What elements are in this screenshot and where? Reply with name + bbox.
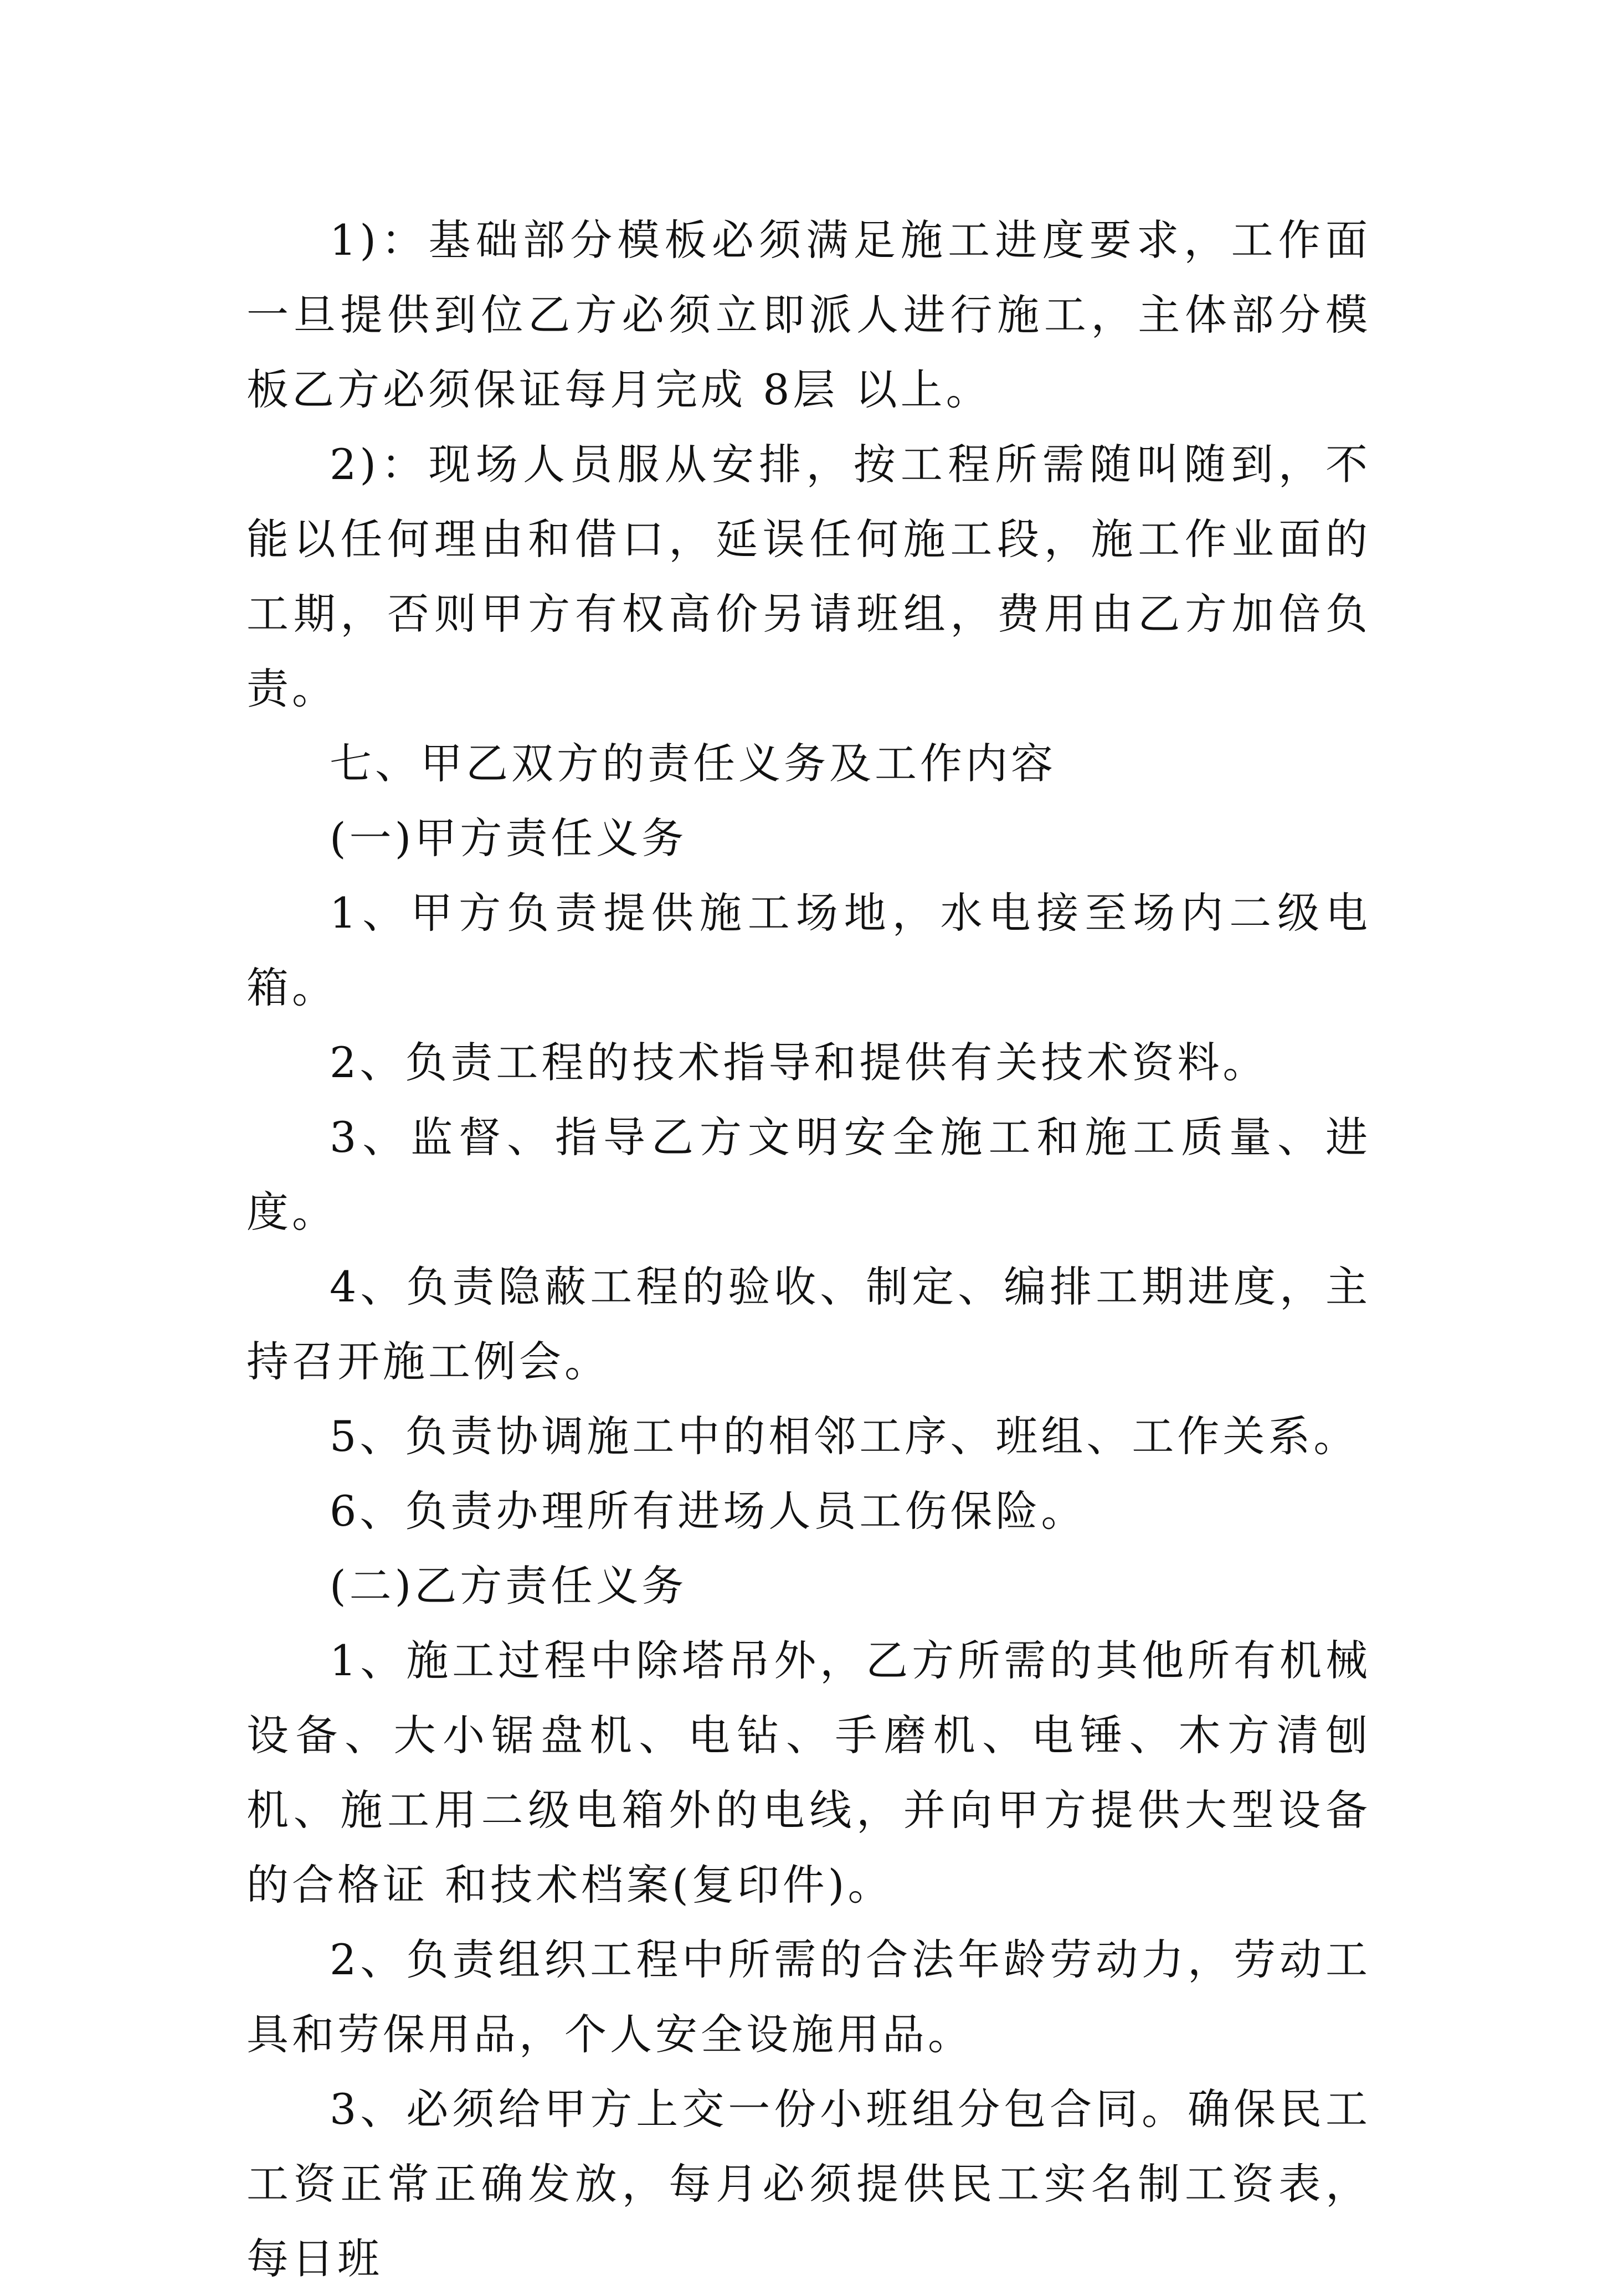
document-body bbox=[246, 203, 1371, 2296]
party-b-item-3: 3、必须给甲方上交一份小班组分包合同。确保民工工资正常正确发放，每月必须提供民工实名制工资表，每日班 bbox=[246, 2084, 1371, 2283]
subsection-heading-party-a: (一)甲方责任义务 bbox=[330, 814, 687, 863]
party-a-item-4: 4、负责隐蔽工程的验收、制定、编排工期进度，主持召开施工例会。 bbox=[246, 1262, 1371, 1386]
party-b-item-2: 2、负责组织工程中所需的合法年龄劳动力，劳动工具和劳保用品，个人安全设施用品。 bbox=[246, 1935, 1371, 2059]
party-a-item-2: 2、负责工程的技术指导和提供有关技术资料。 bbox=[330, 1038, 1268, 1087]
paragraph-formwork-progress: 1)：基础部分模板必须满足施工进度要求，工作面一旦提供到位乙方必须立即派人进行施工，主体部分模板乙方必须保证每月完成 8层 以上。 bbox=[246, 215, 1371, 414]
party-a-item-5: 5、负责协调施工中的相邻工序、班组、工作关系。 bbox=[330, 1412, 1359, 1461]
subsection-heading-party-b: (二)乙方责任义务 bbox=[330, 1561, 687, 1610]
paragraph-site-personnel: 2)：现场人员服从安排，按工程所需随叫随到，不能以任何理由和借口，延误任何施工段，施工作业面的工期，否则甲方有权高价另请班组，费用由乙方加倍负责。 bbox=[246, 440, 1371, 713]
party-b-item-1: 1、施工过程中除塔吊外，乙方所需的其他所有机械设备、大小锯盘机、电钻、手磨机、电锤、木方清刨机、施工用二级电箱外的电线，并向甲方提供大型设备的合格证 和技术档案(复印件)。 bbox=[246, 1636, 1371, 1909]
party-a-item-6: 6、负责办理所有进场人员工伤保险。 bbox=[330, 1486, 1087, 1536]
party-a-item-3: 3、监督、指导乙方文明安全施工和施工质量、进度。 bbox=[246, 1113, 1371, 1237]
section-heading-responsibilities: 七、甲乙双方的责任义务及工作内容 bbox=[330, 739, 1056, 788]
party-a-item-1: 1、甲方负责提供施工场地，水电接至场内二级电箱。 bbox=[246, 888, 1371, 1012]
